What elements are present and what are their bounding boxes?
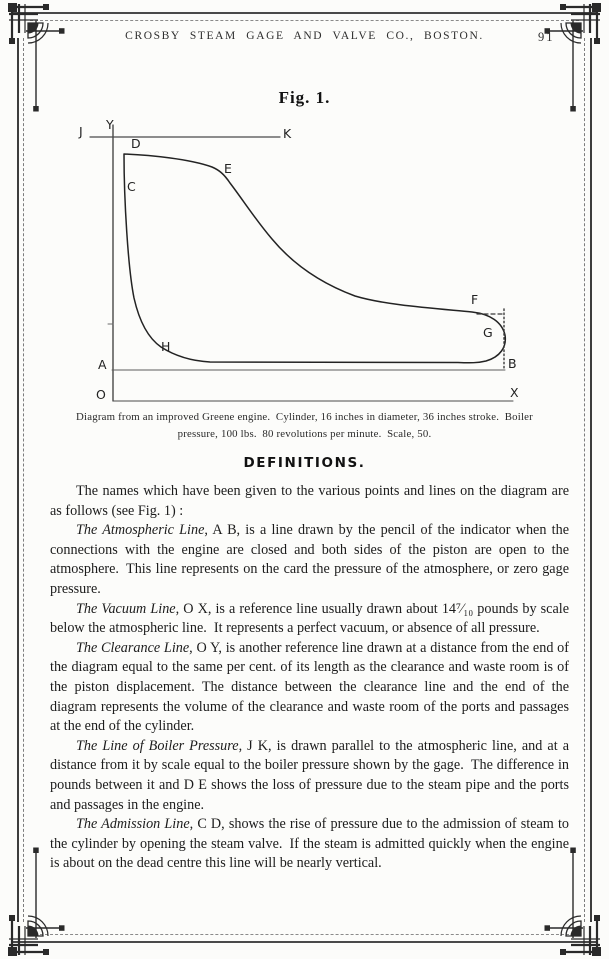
diagram-label-c: C bbox=[127, 179, 136, 194]
definitions-heading: DEFINITIONS. bbox=[243, 455, 366, 471]
diagram-label-x: X bbox=[510, 385, 519, 400]
definition-paragraph-vacuum-line bbox=[50, 600, 569, 639]
definition-text: , O Y, is another reference line drawn at a distance from the end of the diagram equal to the same per cent. of its length as the clearance and waste room is of the piston displacement. The distance between the clearance line and the end of the diagram represents the volume of the clearance and waste room of the ports and passages at the end of the cylinder. bbox=[50, 639, 570, 735]
page-number: 91 bbox=[538, 30, 555, 44]
term-clearance-line: The Clearance Line bbox=[76, 639, 190, 656]
definition-paragraph-atmospheric-line bbox=[50, 521, 569, 599]
diagram-label-o: O bbox=[96, 387, 106, 402]
diagram-label-k: K bbox=[283, 126, 292, 141]
indicator-diagram-figure bbox=[0, 115, 609, 415]
term-admission-line: The Admission Line bbox=[76, 816, 190, 833]
definition-text: , A B, is a line drawn by the pencil of the indicator when the connections with the engine are closed and both sides of the piston are open to the atmosphere. This line represents on the card the pressure of the atmosphere, or zero gage pressure. bbox=[50, 522, 569, 597]
figure-caption-line1: Diagram from an improved Greene engine. Cylinder, 16 inches in diameter, 36 inches stroke. Boiler bbox=[76, 411, 533, 423]
definition-paragraph-admission-line bbox=[50, 815, 569, 874]
figure-title: Fig. 1. bbox=[278, 88, 331, 107]
diagram-label-d: D bbox=[131, 136, 141, 151]
definition-text: , O X, is a reference line usually drawn about 14⁷⁄₁₀ pounds by scale below the atmospheric line. It represents a perfect vacuum, or absence of all pressure. bbox=[50, 600, 570, 637]
definition-paragraph-clearance-line bbox=[50, 639, 569, 737]
indicator-diagram bbox=[0, 115, 609, 415]
diagram-label-g: G bbox=[483, 325, 493, 340]
diagram-label-y: Y bbox=[106, 117, 114, 132]
diagram-label-a: A bbox=[98, 357, 107, 372]
diagram-label-j: J bbox=[79, 124, 83, 139]
running-head: CROSBY STEAM GAGE AND VALVE CO., BOSTON. bbox=[125, 30, 484, 42]
definition-text: , C D, shows the rise of pressure due to the admission of steam to the cylinder by opening the steam valve. If the steam is admitted quickly when the engine is about on the dead centre this line will be nearly vertical. bbox=[50, 816, 569, 872]
diagram-label-b: B bbox=[508, 356, 517, 371]
figure-caption-line2: pressure, 100 lbs. 80 revolutions per minute. Scale, 50. bbox=[177, 428, 432, 440]
diagram-label-f: F bbox=[471, 292, 479, 307]
definitions-intro: The names which have been given to the various points and lines on the diagram are as follows (see Fig. 1) : bbox=[50, 483, 569, 519]
diagram-label-h: H bbox=[161, 339, 171, 354]
diagram-label-e: E bbox=[224, 161, 232, 176]
term-vacuum-line: The Vacuum Line bbox=[76, 600, 176, 617]
definition-text: , J K, is drawn parallel to the atmospheric line, and at a distance from it by scale equal to the boiler pressure shown by the gage. The difference in pounds between it and D E shows the loss of pressure due to the steam pipe and the ports and passages in the engine. bbox=[50, 737, 569, 813]
definitions-body bbox=[50, 482, 569, 874]
term-atmospheric-line: The Atmospheric Line bbox=[76, 522, 205, 539]
definition-paragraph-boiler-pressure-line bbox=[50, 737, 569, 815]
term-boiler-pressure-line: The Line of Boiler Pressure bbox=[76, 737, 239, 754]
indicator-curve bbox=[124, 154, 505, 363]
